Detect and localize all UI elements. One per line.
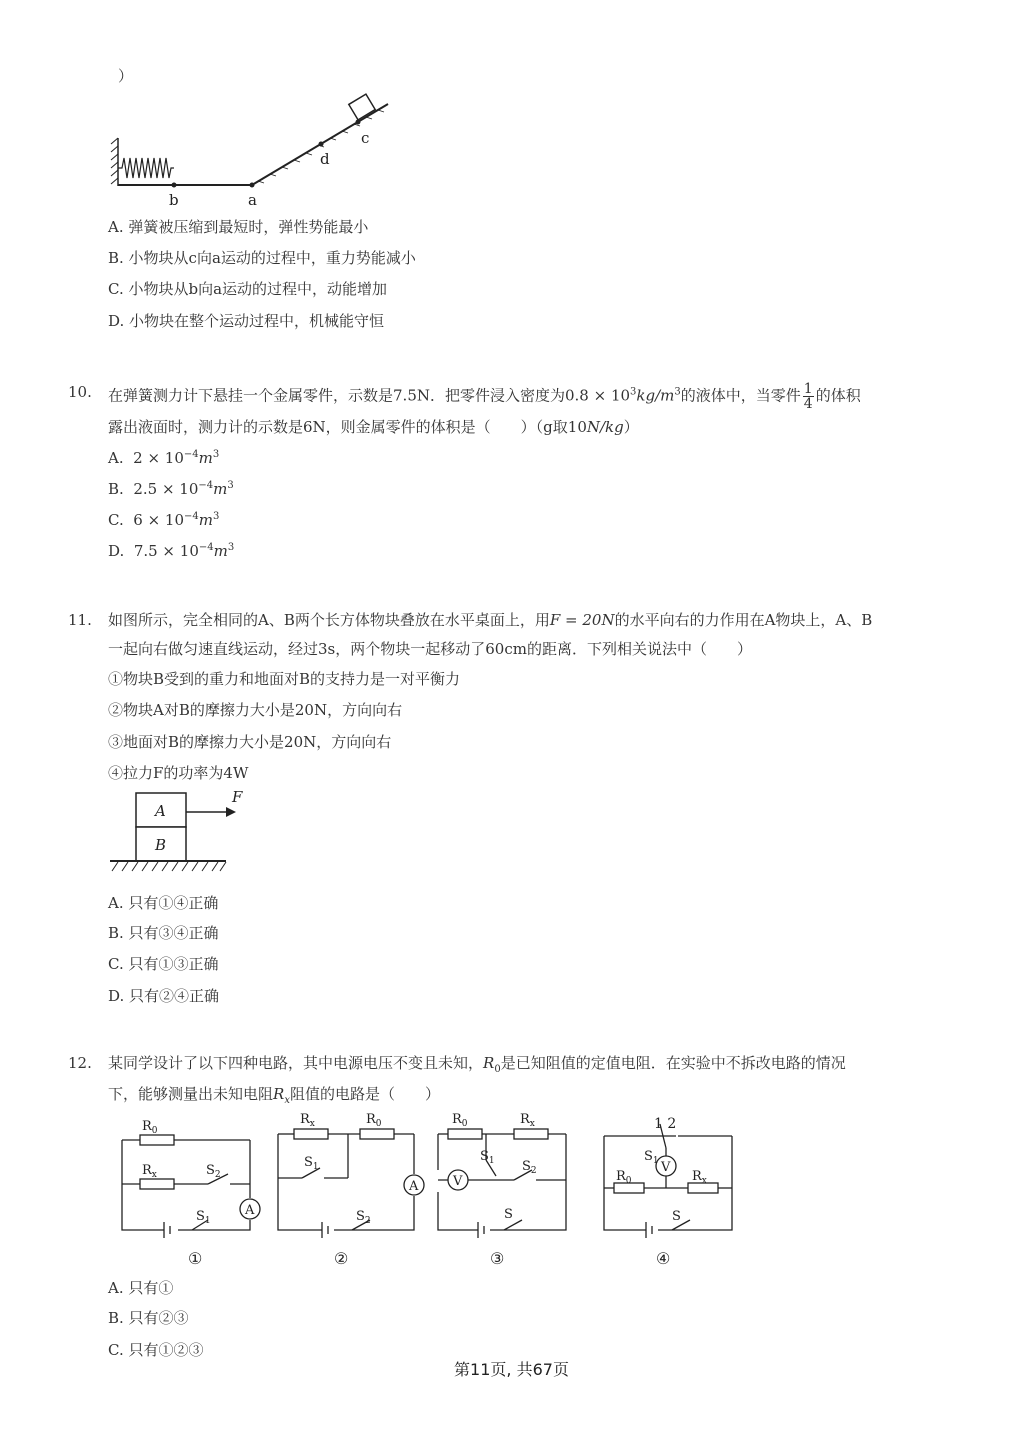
- q12-stem-line1: [108, 1053, 846, 1080]
- q10-stem-line2: [108, 417, 639, 437]
- q12-number: 12.: [68, 1054, 92, 1072]
- c1-rx-label: [142, 1163, 157, 1180]
- q10-opt-c-unit: m: [198, 511, 213, 529]
- circuit-4: [596, 1108, 746, 1272]
- q10-number: 10.: [68, 383, 92, 401]
- q10-opt-a-unit: m: [198, 449, 213, 467]
- q10-line1-post: 的体积: [815, 386, 861, 405]
- c1-s1-sub: 1: [204, 1216, 211, 1226]
- q10-frac-num: 1: [803, 381, 813, 397]
- q10-line2-post: ）: [623, 418, 639, 436]
- c3-s2-label: [522, 1159, 537, 1176]
- q11-statement-1: ①物块B受到的重力和地面对B的支持力是一对平衡力: [108, 670, 461, 688]
- q10-opt-d-uexp: 3: [227, 542, 235, 553]
- c2-s2-sub: 2: [364, 1216, 371, 1226]
- q11-option-a[interactable]: A. 只有①④正确: [108, 894, 219, 912]
- q10-opt-d-coef: 7.5 × 10: [133, 542, 199, 560]
- circuit-1: [112, 1112, 272, 1272]
- label-a: a: [248, 191, 257, 209]
- q10-option-d[interactable]: [108, 541, 234, 561]
- c1-caption: ①: [188, 1249, 203, 1268]
- label-b: b: [169, 191, 179, 209]
- c2-rx-resistor: [294, 1129, 328, 1139]
- wall: [111, 138, 118, 186]
- q11-option-b[interactable]: B. 只有③④正确: [108, 924, 219, 942]
- spring: [118, 158, 174, 178]
- q10-opt-c-exp: −4: [184, 511, 199, 522]
- q12-option-c[interactable]: C. 只有①②③: [108, 1341, 204, 1359]
- q10-opt-b-exp: −4: [198, 480, 214, 491]
- point-a: [250, 183, 255, 188]
- c1-s2-text: S: [206, 1163, 215, 1178]
- block-a-label: A: [155, 802, 166, 820]
- q10-line1-pre: 在弹簧测力计下悬挂一个金属零件，示数是7.5N．把零件浸入密度为: [108, 386, 565, 405]
- q10-g-val: 10: [567, 418, 587, 436]
- c2-s1-text: S: [304, 1155, 313, 1170]
- c4-r0-label: [616, 1169, 632, 1186]
- c1-r0-resistor: [140, 1135, 174, 1145]
- label-c: c: [361, 129, 370, 147]
- c1-s1-label: [196, 1209, 211, 1226]
- q10-g-unit: N/kg: [586, 418, 624, 436]
- c3-s1-sub: 1: [488, 1156, 495, 1166]
- c1-s1-text: S: [196, 1209, 205, 1224]
- q9-option-b[interactable]: B. 小物块从c向a运动的过程中，重力势能减小: [108, 249, 416, 267]
- q11-force-eq: F = 20N: [549, 611, 615, 629]
- circuit-3: [428, 1104, 588, 1272]
- c3-s1-label: [480, 1149, 495, 1166]
- q10-opt-a-label: A.: [108, 449, 124, 467]
- q10-option-c[interactable]: [108, 510, 219, 530]
- q12-option-a[interactable]: A. 只有①: [108, 1279, 174, 1297]
- circuit-2: [268, 1104, 438, 1272]
- q10-opt-d-label: D.: [108, 542, 125, 560]
- q10-density-unit-exp: 3: [674, 386, 681, 398]
- force-arrowhead: [226, 807, 236, 817]
- block: [349, 94, 375, 120]
- q10-density-val: 0.8 × 10: [564, 386, 631, 405]
- q11-statement-4: ④拉力F的功率为4W: [108, 764, 249, 782]
- c1-ammeter-label: A: [245, 1203, 255, 1218]
- q10-frac-den: 4: [803, 396, 813, 412]
- q11-statement-3: ③地面对B的摩擦力大小是20N，方向向右: [108, 733, 392, 751]
- q12-r0-sym: R: [483, 1054, 495, 1072]
- c1-s2-sub: 2: [214, 1170, 221, 1180]
- block-b-label: B: [155, 836, 167, 854]
- q10-opt-b-uexp: 3: [227, 480, 234, 491]
- c1-rx-resistor: [140, 1179, 174, 1189]
- q12-line2-pre: 下，能够测量出未知电阻: [108, 1085, 274, 1103]
- q10-stem-line1: [108, 382, 861, 411]
- q9-option-a[interactable]: A. 弹簧被压缩到最短时，弹性势能最小: [108, 218, 369, 236]
- q12-rx-sub: x: [284, 1095, 290, 1106]
- c3-rx-text: R: [520, 1112, 530, 1127]
- q10-fraction: [803, 382, 814, 411]
- c2-r0-sub: 0: [375, 1119, 382, 1129]
- c2-s1-label: [304, 1155, 319, 1172]
- q10-line2-pre: 露出液面时，测力计的示数是6N，则金属零件的体积是（ ）（g取: [108, 418, 568, 436]
- c3-rx-label: [520, 1112, 535, 1129]
- q11-number: 11.: [68, 611, 92, 629]
- c3-r0-text: R: [452, 1112, 462, 1127]
- c4-s1-sub: 1: [652, 1156, 659, 1166]
- point-c: [356, 120, 361, 125]
- q11-stem-line2: 一起向右做匀速直线运动，经过3s，两个物块一起移动了60cm的距离．下列相关说法中（ ）: [108, 640, 752, 658]
- q10-option-a[interactable]: [108, 448, 219, 468]
- c3-s1-text: S: [480, 1149, 489, 1164]
- c2-rx-text: R: [300, 1112, 310, 1127]
- point-b: [172, 183, 177, 188]
- q11-option-d[interactable]: D. 只有②④正确: [108, 987, 220, 1005]
- c2-ammeter-label: A: [409, 1179, 419, 1194]
- q12-r0-sub: 0: [494, 1064, 501, 1075]
- c2-rx-label: [300, 1112, 315, 1129]
- incline-spring-figure: [108, 88, 398, 210]
- c3-r0-label: [452, 1112, 468, 1129]
- q12-line1-pre: 某同学设计了以下四种电路，其中电源电压不变且未知，: [108, 1054, 484, 1072]
- q11-line1-post: 的水平向右的力作用在A物块上，A、B: [614, 611, 873, 629]
- c4-s1-text: S: [644, 1149, 653, 1164]
- c3-caption: ③: [490, 1249, 505, 1268]
- c1-rx-sub: x: [151, 1170, 157, 1180]
- c3-s-label: S: [504, 1207, 513, 1222]
- q10-opt-d-exp: −4: [198, 542, 214, 553]
- c4-caption: ④: [656, 1249, 671, 1268]
- q12-line1-post: 是已知阻值的定值电阻．在实验中不拆改电路的情况: [500, 1054, 846, 1072]
- q12-rx-sym: R: [273, 1085, 285, 1103]
- q10-line1-mid: 的液体中，当零件: [680, 386, 801, 405]
- c2-r0-resistor: [360, 1129, 394, 1139]
- c2-s2-label: [356, 1209, 371, 1226]
- c3-r0-resistor: [448, 1129, 482, 1139]
- c2-rx-sub: x: [309, 1119, 315, 1129]
- continued-paren: ）: [118, 67, 134, 85]
- c4-rx-label: [692, 1169, 707, 1186]
- c2-caption: ②: [334, 1249, 349, 1268]
- c1-r0-label: [142, 1119, 158, 1136]
- c4-rx-sub: x: [701, 1176, 707, 1186]
- c4-s-label: S: [672, 1209, 681, 1224]
- c3-rx-sub: x: [529, 1119, 535, 1129]
- c3-voltmeter-label: V: [453, 1174, 463, 1189]
- q9-option-c[interactable]: C. 小物块从b向a运动的过程中，动能增加: [108, 280, 388, 298]
- q10-density-exp: 3: [630, 386, 637, 398]
- c2-s1-sub: 1: [312, 1162, 319, 1172]
- q12-line2-post: 阻值的电路是（ ）: [289, 1085, 440, 1103]
- c4-r0-sub: 0: [625, 1176, 632, 1186]
- q10-opt-c-coef: 6 × 10: [133, 511, 185, 529]
- c1-rx-text: R: [142, 1163, 152, 1178]
- c4-r0-text: R: [616, 1169, 626, 1184]
- ground-hatch: [112, 862, 226, 871]
- c4-nums: 1 2: [654, 1116, 677, 1132]
- q10-opt-a-exp: −4: [183, 449, 199, 460]
- q10-opt-a-coef: 2 × 10: [133, 449, 184, 467]
- q10-option-b[interactable]: [108, 479, 234, 499]
- q11-stem-line1: [108, 610, 872, 630]
- stacked-blocks-figure: [108, 785, 243, 880]
- label-d: d: [320, 150, 330, 168]
- c2-r0-text: R: [366, 1112, 376, 1127]
- q10-opt-d-unit: m: [213, 542, 228, 560]
- q10-opt-c-uexp: 3: [213, 511, 220, 522]
- q10-opt-c-label: C.: [108, 511, 124, 529]
- q11-option-c[interactable]: C. 只有①③正确: [108, 955, 219, 973]
- q10-density-unit: kg/m: [636, 386, 675, 405]
- c1-r0-text: R: [142, 1119, 152, 1134]
- c3-s2-sub: 2: [530, 1166, 537, 1176]
- q11-statement-2: ②物块A对B的摩擦力大小是20N，方向向右: [108, 701, 403, 719]
- q10-opt-a-uexp: 3: [212, 449, 220, 460]
- c1-r0-sub: 0: [151, 1126, 158, 1136]
- c3-s2-text: S: [522, 1159, 531, 1174]
- c4-s1-label: [644, 1149, 659, 1166]
- q11-line1-pre: 如图所示，完全相同的A、B两个长方体物块叠放在水平桌面上，用: [108, 611, 550, 629]
- q9-option-d[interactable]: D. 小物块在整个运动过程中，机械能守恒: [108, 312, 385, 330]
- q12-option-b[interactable]: B. 只有②③: [108, 1309, 189, 1327]
- q10-opt-b-coef: 2.5 × 10: [133, 480, 199, 498]
- q10-opt-b-unit: m: [213, 480, 228, 498]
- q10-opt-b-label: B.: [108, 480, 124, 498]
- point-d: [319, 142, 324, 147]
- c1-s2-label: [206, 1163, 221, 1180]
- c3-rx-resistor: [514, 1129, 548, 1139]
- page-footer: 第11页, 共67页: [454, 1360, 569, 1379]
- c4-voltmeter-label: V: [661, 1160, 671, 1175]
- c4-rx-text: R: [692, 1169, 702, 1184]
- c3-r0-sub: 0: [461, 1119, 468, 1129]
- c2-r0-label: [366, 1112, 382, 1129]
- c2-s2-text: S: [356, 1209, 365, 1224]
- force-label: F: [232, 788, 243, 806]
